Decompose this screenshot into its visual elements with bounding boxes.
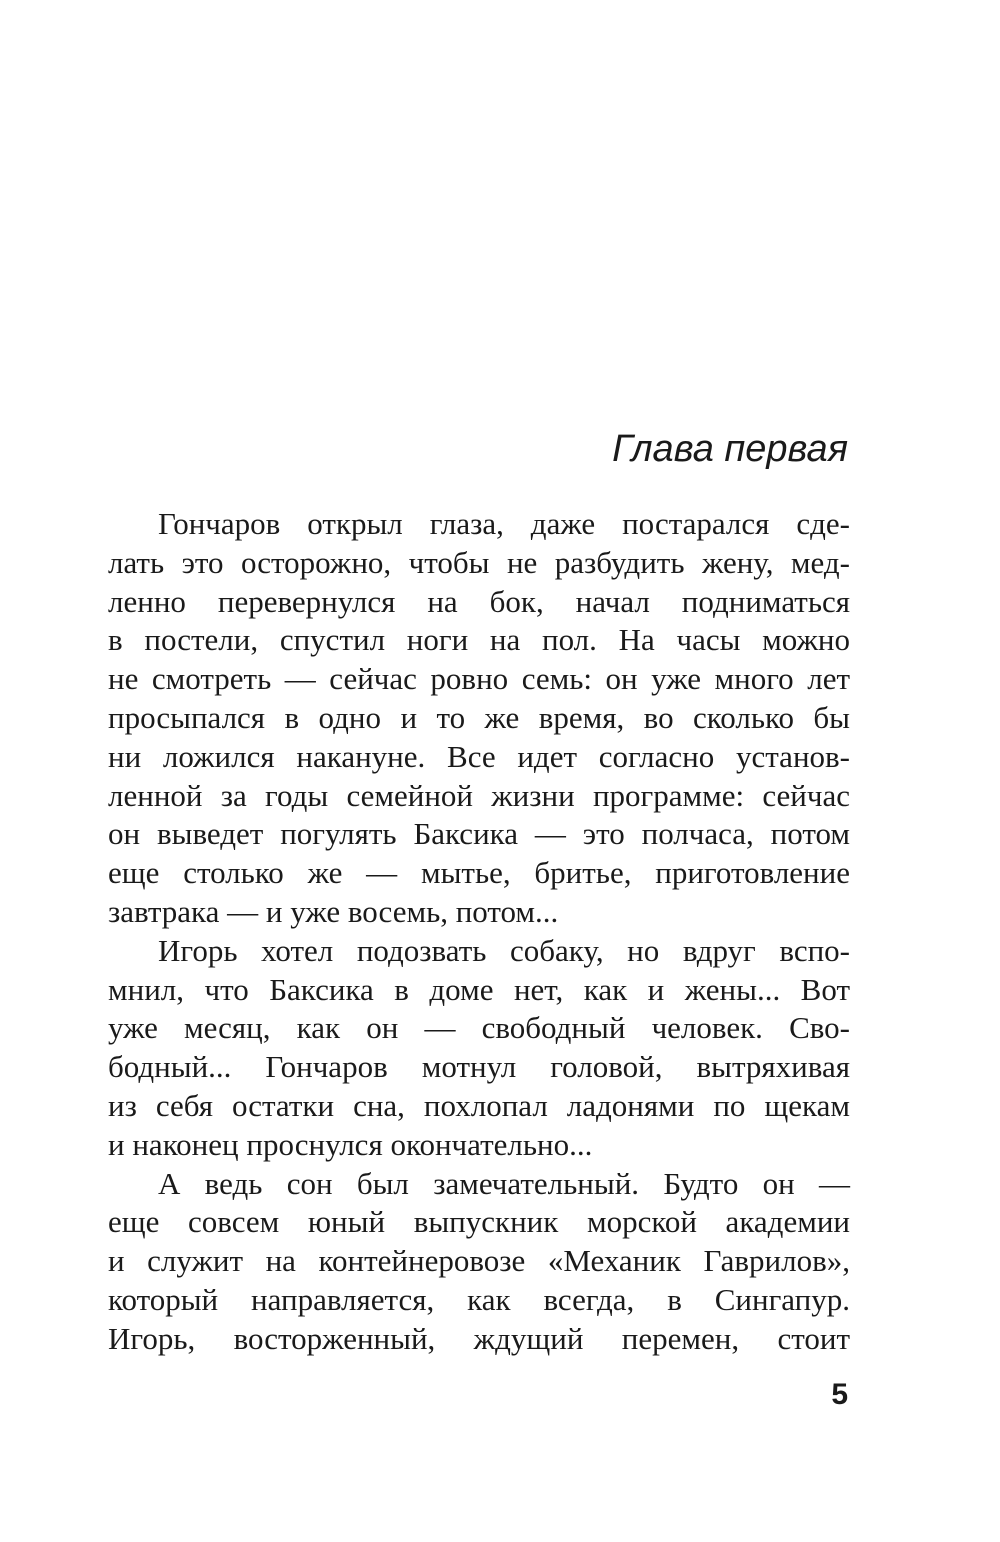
text-line: не смотреть — сейчас ровно семь: он уже много лет [108, 661, 850, 697]
paragraph [108, 1165, 850, 1359]
paragraph [108, 505, 850, 932]
text-line: Гончаров открыл глаза, даже постарался сде- [158, 506, 850, 541]
text-line: из себя остатки сна, похлопал ладонями по щекам [108, 1087, 850, 1123]
text-line: уже месяц, как он — свободный человек. Сво- [108, 1010, 850, 1046]
text-line: ни ложился накануне. Все идет согласно установ- [108, 738, 850, 774]
page-number: 5 [831, 1378, 848, 1411]
text-line: бодный... Гончаров мотнул головой, вытряхивая [108, 1049, 850, 1085]
text-line: ленно перевернулся на бок, начал подниматься [108, 583, 850, 619]
text-line: он выведет погулять Баксика — это полчаса, потом [108, 816, 850, 852]
text-line: завтрака — и уже восемь, потом... [108, 893, 559, 929]
text-line: Игорь, восторженный, ждущий перемен, стоит [108, 1320, 850, 1356]
text-line: Игорь хотел подозвать собаку, но вдруг вспо- [158, 932, 850, 968]
text-line: и служит на контейнеровозе «Механик Гаврилов», [108, 1243, 850, 1279]
paragraph [108, 932, 850, 1165]
text-line: еще столько же — мытье, бритье, приготовление [108, 855, 850, 891]
text-line: ленной за годы семейной жизни программе: сейчас [108, 777, 850, 813]
text-line: лать это осторожно, чтобы не разбудить жену, мед- [108, 544, 850, 580]
text-line: в постели, спустил ноги на пол. На часы можно [108, 622, 850, 658]
chapter-title: Глава первая [612, 428, 848, 470]
text-line: мнил, что Баксика в доме нет, как и жены... Вот [108, 971, 850, 1007]
text-line: и наконец проснулся окончательно... [108, 1126, 593, 1162]
text-line: А ведь сон был замечательный. Будто он — [158, 1165, 850, 1201]
text-line: который направляется, как всегда, в Сингапур. [108, 1281, 850, 1317]
text-line: еще совсем юный выпускник морской академии [108, 1204, 850, 1240]
text-line: просыпался в одно и то же время, во сколько бы [108, 699, 850, 735]
chapter-body [108, 505, 850, 1359]
